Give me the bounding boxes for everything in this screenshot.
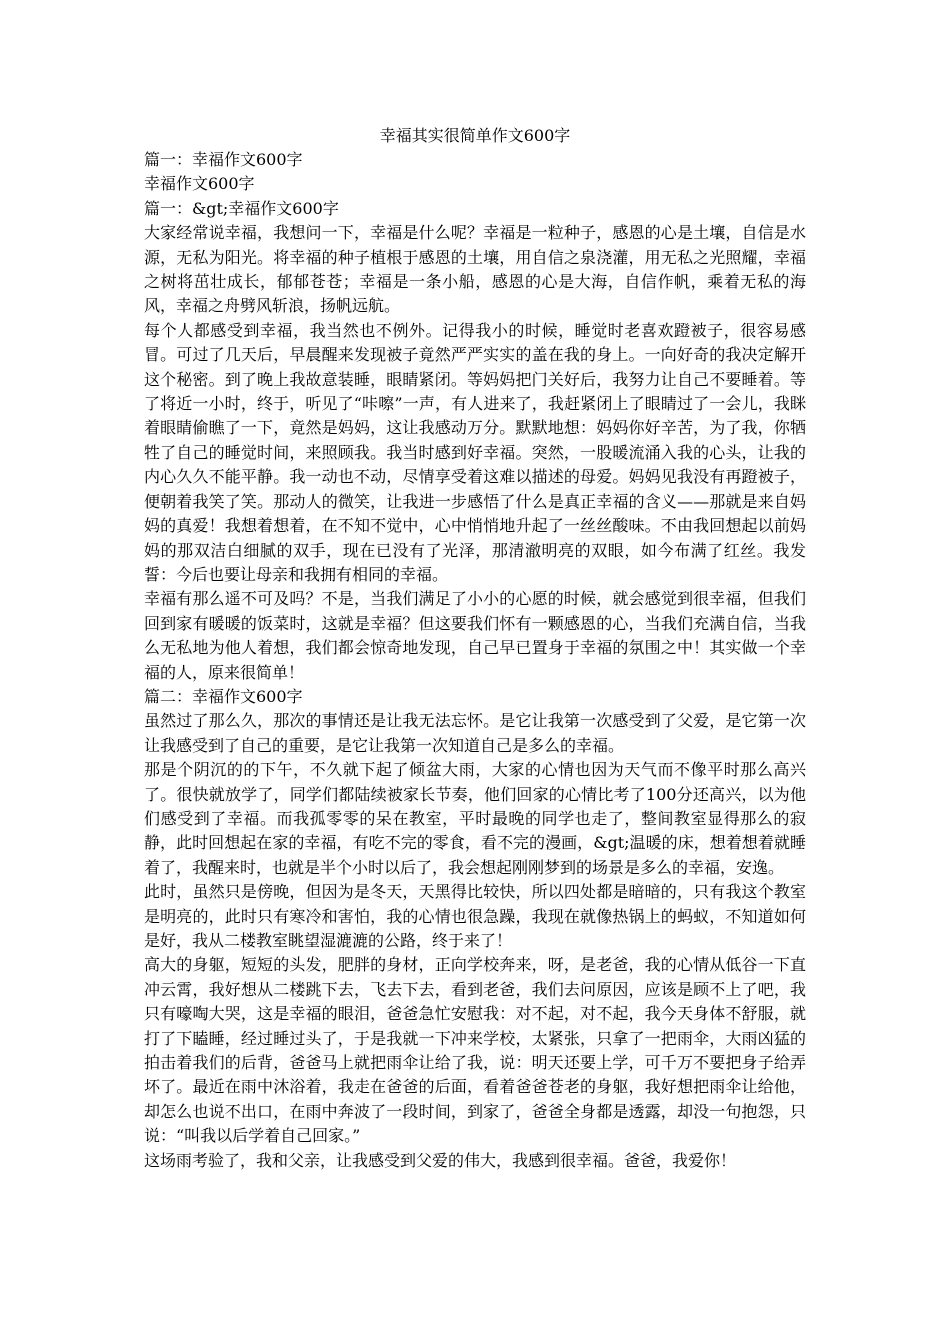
paragraph: 幸福有那么遥不可及吗？不是，当我们满足了小小的心愿的时候，就会感觉到很幸福，但我们回到家有暖暖的饭菜时，这就是幸福？但这要我们怀有一颗感恩的心，当我们充满自信，当我么无私地为他人着想，我们都会惊奇地发现，自己早已置身于幸福的氛围之中！其实做一个幸福的人，原来很简单！ bbox=[144, 589, 806, 682]
document-title: 幸福其实很简单作文600字 bbox=[379, 126, 571, 145]
section-subheading: 幸福作文600字 bbox=[144, 174, 255, 194]
paragraph: 每个人都感受到幸福，我当然也不例外。记得我小的时候，睡觉时老喜欢蹬被子，很容易感冒。可过了几天后，早晨醒来发现被子竟然严严实实的盖在我的身上。一向好奇的我决定解开这个秘密。到了晚上我故意装睡，眼睛紧闭。等妈妈把门关好后，我努力让自己不要睡着。等了将近一小时，终于，听见了“咔嚓”一声，有人进来了，我赶紧闭上了眼睛过了一会儿，我眯着眼睛偷瞧了一下，竟然是妈妈，这让我感动万分。默默地想：妈妈你好辛苦，为了我，你牺牲了自己的睡觉时间，来照顾我。我当时感到好幸福。突然，一股暖流涌入我的心头，让我的内心久久不能平静。我一动也不动，尽情享受着这难以描述的母爱。妈妈见我没有再蹬被子，便朝着我笑了笑。那动人的微笑，让我进一步感悟了什么是真正幸福的含义——那就是来自妈妈的真爱！我想着想着，在不知不觉中，心中悄悄地升起了一丝丝酸味。不由我回想起以前妈妈的那双洁白细腻的双手，现在已没有了光泽，那清澈明亮的双眼，如今布满了红丝。我发誓：今后也要让母亲和我拥有相同的幸福。 bbox=[144, 320, 806, 584]
section-heading: 篇一：幸福作文600字 bbox=[144, 150, 303, 169]
paragraph: 此时，虽然只是傍晚，但因为是冬天，天黑得比较快，所以四处都是暗暗的，只有我这个教室是明亮的，此时只有寒冷和害怕，我的心情也很急躁，我现在就像热锅上的蚂蚁，不知道如何是好，我从二楼教室眺望湿漉漉的公路，终于来了！ bbox=[144, 882, 806, 950]
section-heading: 篇二：幸福作文600字 bbox=[144, 686, 303, 706]
paragraph: 高大的身躯，短短的头发，肥胖的身材，正向学校奔来，呀，是老爸，我的心情从低谷一下直冲云霄，我好想从二楼跳下去，飞去下去，看到老爸，我们去问原因，应该是顾不上了吧，我只有嚎啕大哭，这是幸福的眼泪，爸爸急忙安慰我：对不起，对不起，我今天身体不舒服，就打了下瞌睡，经过睡过头了，于是我就一下冲来学校，太紧张，只拿了一把雨伞，大雨凶猛的拍击着我们的后背，爸爸马上就把雨伞让给了我，说：明天还要上学，可千万不要把身子给弄坏了。最近在雨中沐浴着，我走在爸爸的后面，看着爸爸苍老的身躯，我好想把雨伞让给他，却怎么也说不出口，在雨中奔波了一段时间，到家了，爸爸全身都是透露，却没一句抱怨，只说：“叫我以后学着自己回家。” bbox=[144, 955, 806, 1146]
section-heading: 篇一：&gt;幸福作文600字 bbox=[144, 198, 339, 218]
paragraph: 虽然过了那么久，那次的事情还是让我无法忘怀。是它让我第一次感受到了父爱，是它第一次让我感受到了自己的重要，是它让我第一次知道自己是多么的幸福。 bbox=[144, 711, 806, 755]
paragraph: 大家经常说幸福，我想问一下，幸福是什么呢？幸福是一粒种子，感恩的心是土壤，自信是水源，无私为阳光。将幸福的种子植根于感恩的土壤，用自信之泉浇灌，用无私之光照耀，幸福之树将茁壮成长，郁郁苍苍；幸福是一条小船，感恩的心是大海，自信作帆，乘着无私的海风，幸福之舟劈风斩浪，扬帆远航。 bbox=[144, 223, 806, 316]
paragraph: 那是个阴沉的的下午，不久就下起了倾盆大雨，大家的心情也因为天气而不像平时那么高兴了。很快就放学了，同学们都陆续被家长节奏，他们回家的心情比考了100分还高兴，以为他们感受到了幸福。而我孤零零的呆在教室，平时最晚的同学也走了，整间教室显得那么的寂静，此时回想起在家的幸福，有吃不完的零食，看不完的漫画，&gt;温暖的床，想着想着就睡着了，我醒来时，也就是半个小时以后了，我会想起刚刚梦到的场景是多么的幸福，安逸。 bbox=[144, 760, 806, 877]
paragraph: 这场雨考验了，我和父亲，让我感受到父爱的伟大，我感到很幸福。爸爸，我爱你！ bbox=[144, 1150, 737, 1170]
document-body bbox=[144, 148, 806, 1173]
